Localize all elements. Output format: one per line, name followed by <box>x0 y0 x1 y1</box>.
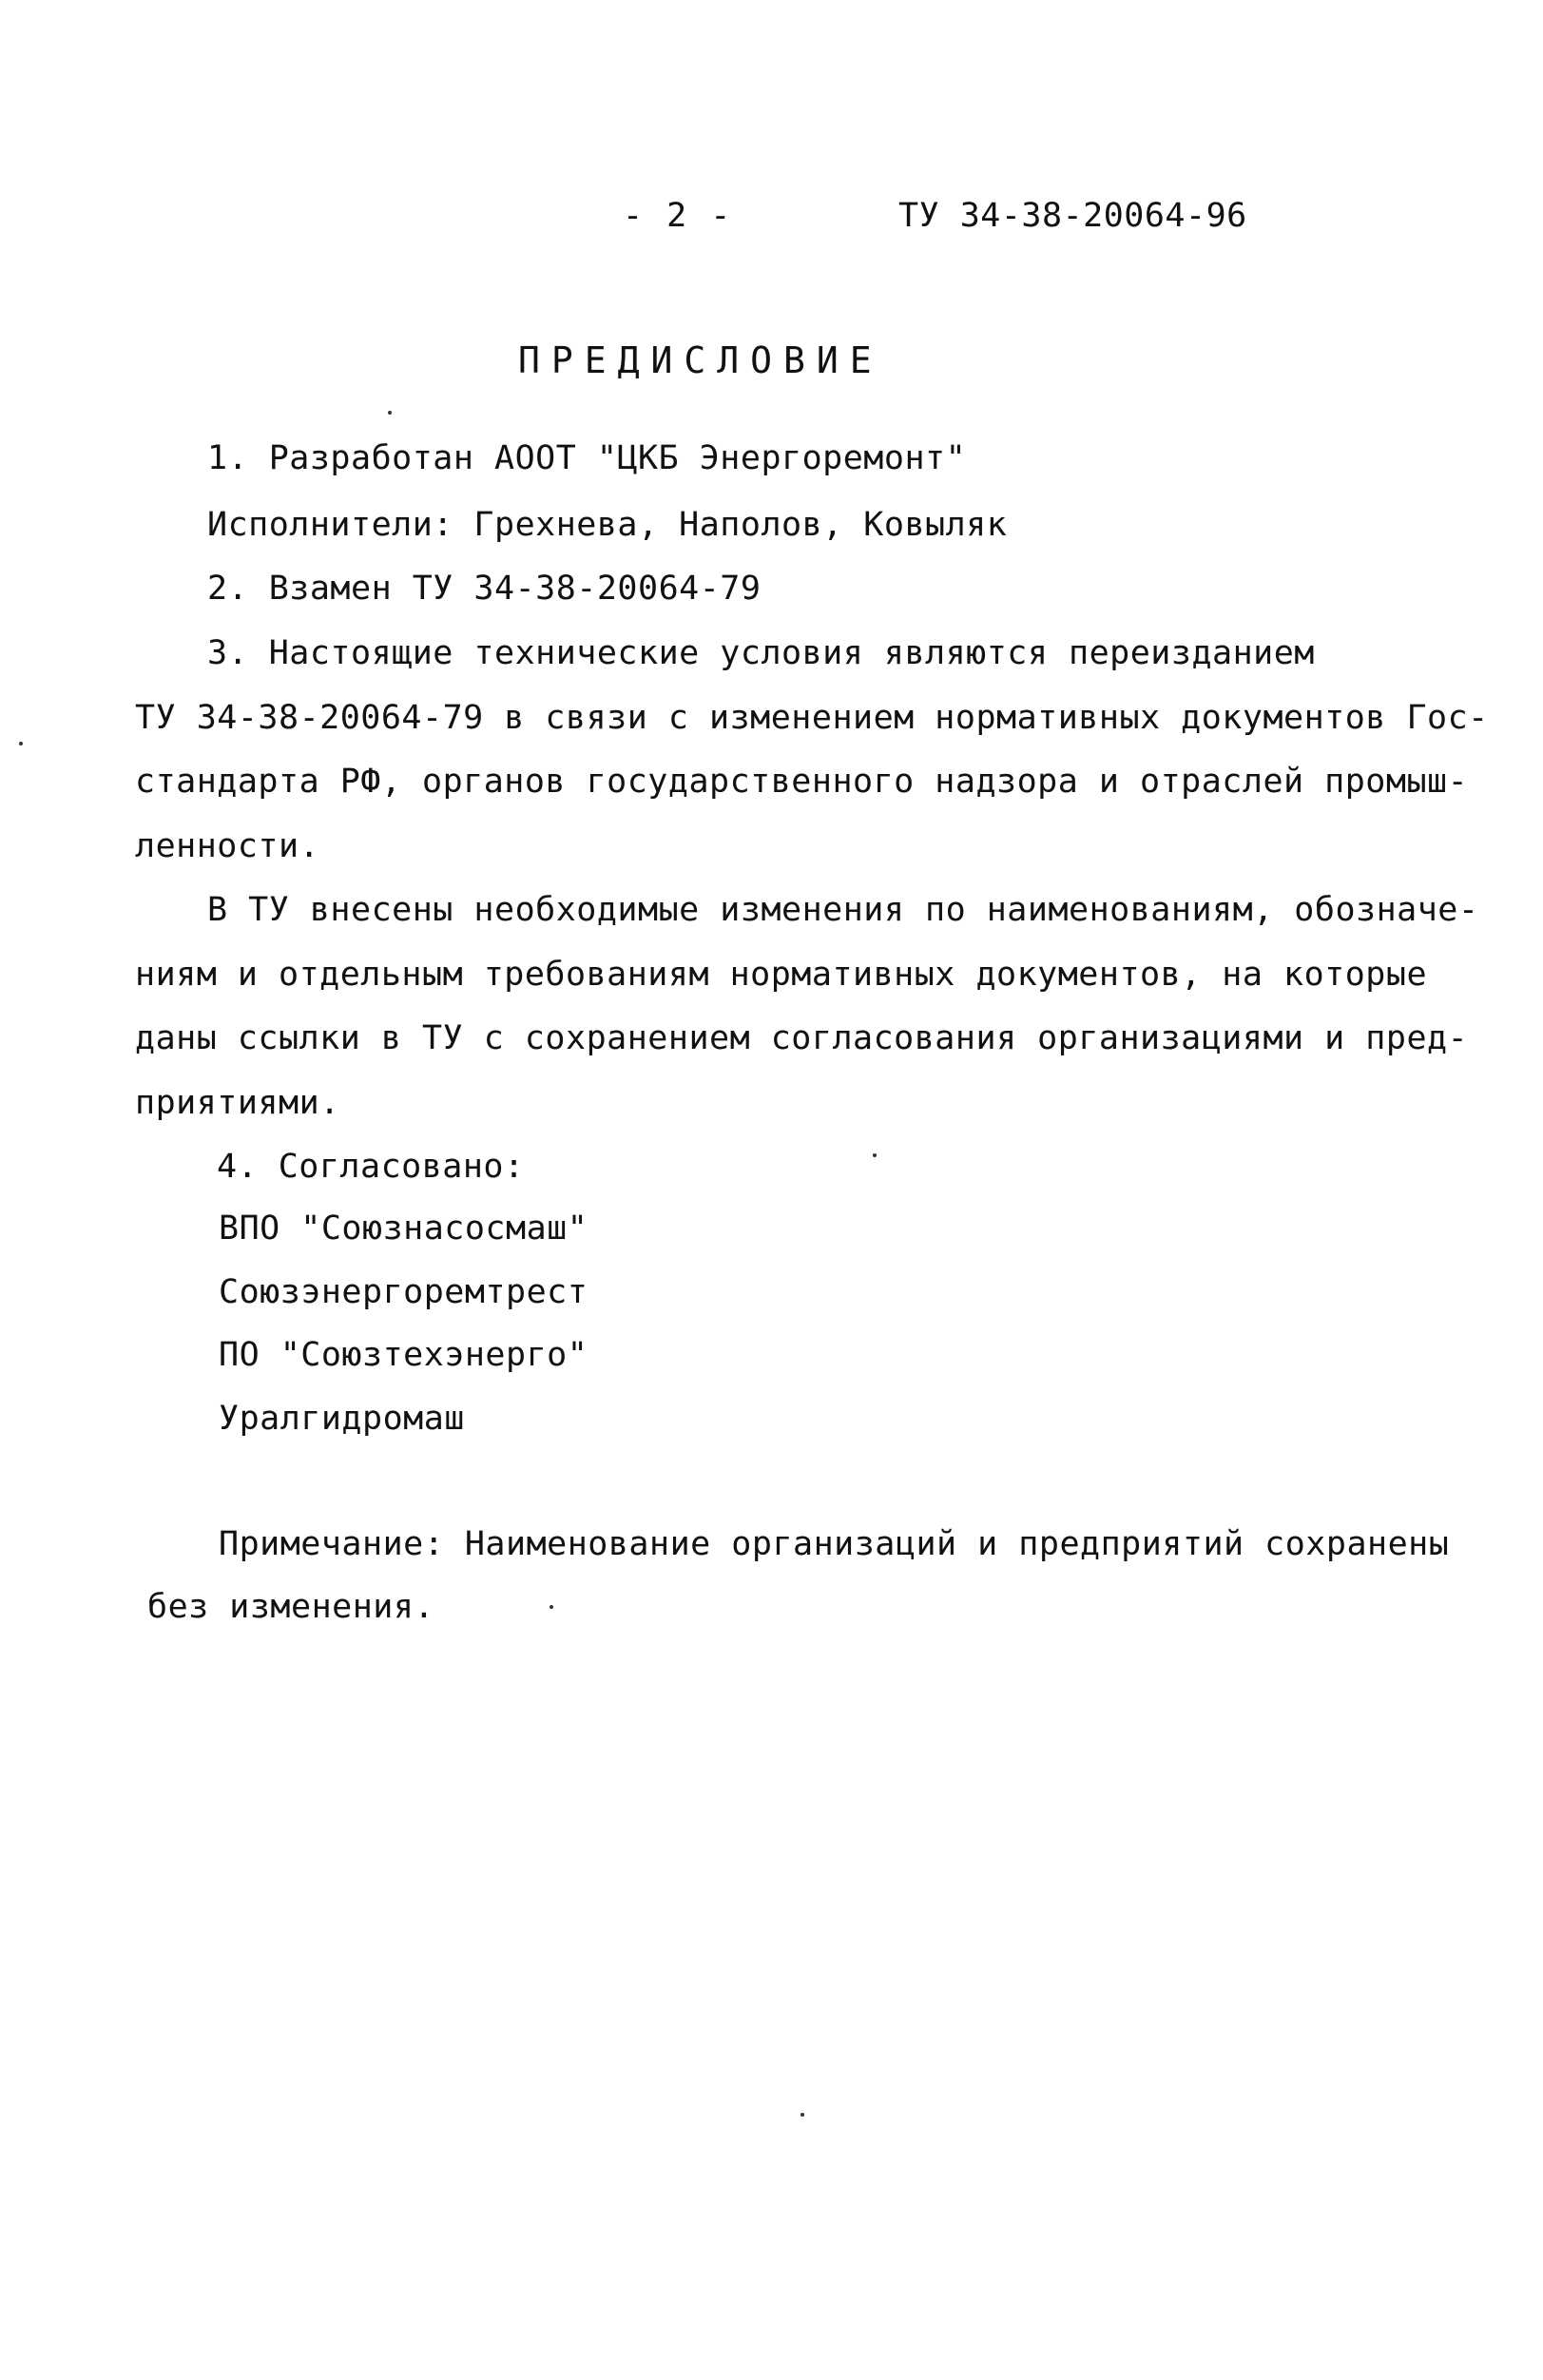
page-title: ПРЕДИСЛОВИЕ <box>518 339 883 381</box>
developer-line: 1. Разработан АООТ "ЦКБ Энергоремонт" <box>207 439 967 477</box>
page-number: - 2 - <box>623 197 733 235</box>
approver-item: ВПО "Союзнасосмаш" <box>219 1209 588 1248</box>
scan-speck <box>550 1605 553 1609</box>
scan-speck <box>388 411 392 415</box>
scan-speck <box>800 2113 804 2117</box>
changes-line-1: В ТУ внесены необходимые изменения по наименованиям, обозначе- <box>207 891 1479 929</box>
scan-speck <box>873 1153 877 1157</box>
reissue-line-4: ленности. <box>135 827 320 865</box>
note-line-2: без изменения. <box>147 1588 435 1626</box>
changes-line-4: приятиями. <box>135 1084 340 1122</box>
document-code: ТУ 34-38-20064-96 <box>898 197 1247 235</box>
performers-line: Исполнители: Грехнева, Наполов, Ковыляк <box>207 506 1008 544</box>
scan-speck <box>19 742 23 745</box>
changes-line-2: ниям и отдельным требованиям нормативных документов, на которые <box>135 956 1428 994</box>
replacement-line: 2. Взамен ТУ 34-38-20064-79 <box>207 570 762 608</box>
approver-item: Союзэнергоремтрест <box>219 1273 588 1311</box>
note-line-1: Примечание: Наименование организаций и предприятий сохранены <box>219 1525 1450 1563</box>
reissue-line-1: 3. Настоящие технические условия являются переизданием <box>207 634 1315 672</box>
approver-item: ПО "Союзтехэнерго" <box>219 1336 588 1374</box>
reissue-line-2: ТУ 34-38-20064-79 в связи с изменением нормативных документов Гос- <box>135 699 1489 737</box>
approved-heading: 4. Согласовано: <box>217 1148 525 1186</box>
changes-line-3: даны ссылки в ТУ с сохранением согласования организациями и пред- <box>135 1019 1469 1057</box>
reissue-line-3: стандарта РФ, органов государственного надзора и отраслей промыш- <box>135 763 1469 801</box>
approver-item: Уралгидромаш <box>219 1400 465 1438</box>
